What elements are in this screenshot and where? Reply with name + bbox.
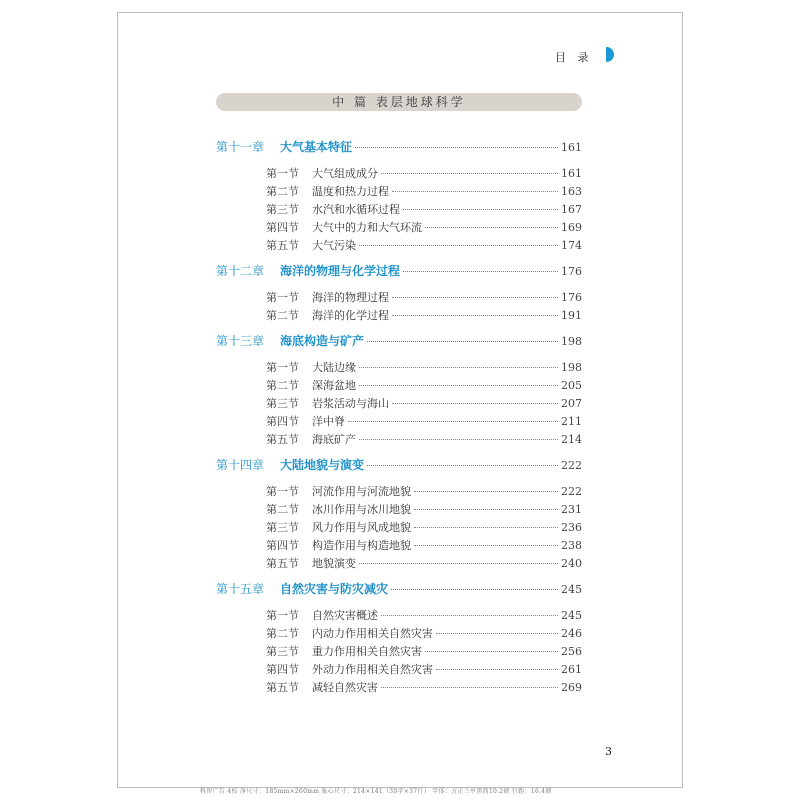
dot-leader [436, 669, 558, 670]
section-number: 第三节 [266, 521, 299, 534]
dot-leader [367, 341, 558, 342]
chapter-page: 245 [561, 583, 582, 596]
part-title-bar: 中 篇 表层地球科学 [216, 93, 582, 111]
dot-leader [425, 651, 558, 652]
section-entry[interactable] [216, 289, 582, 307]
section-page: 222 [561, 485, 582, 498]
print-footer-note: 科智广告 4校 净尺寸：185mm×260mm 版心尺寸：214×141（39字×37行） 字体：方正兰亭黑简10.2磅 行距：16.4磅 [200, 788, 552, 795]
section-number: 第三节 [266, 203, 299, 216]
section-title: 大陆边缘 [312, 361, 356, 374]
chapter-number: 第十四章 [216, 458, 265, 472]
dot-leader [403, 209, 558, 210]
section-title: 大气组成成分 [312, 167, 378, 180]
running-head: 目 录 [555, 51, 593, 64]
section-entry[interactable] [216, 413, 582, 431]
section-number: 第二节 [266, 627, 299, 640]
dot-leader [414, 527, 558, 528]
dot-leader [367, 465, 558, 466]
section-entry[interactable] [216, 555, 582, 573]
section-title: 洋中脊 [312, 415, 345, 428]
section-page: 198 [561, 361, 582, 374]
section-title: 河流作用与河流地貌 [312, 485, 411, 498]
section-title: 地貌演变 [312, 557, 356, 570]
section-number: 第二节 [266, 379, 299, 392]
section-page: 238 [561, 539, 582, 552]
section-page: 261 [561, 663, 582, 676]
section-page: 176 [561, 291, 582, 304]
section-page: 169 [561, 221, 582, 234]
section-entry[interactable] [216, 165, 582, 183]
chapter-entry[interactable] [216, 332, 582, 350]
chapter-title: 自然灾害与防灾减灾 [280, 582, 389, 596]
section-title: 水汽和水循环过程 [312, 203, 400, 216]
section-title: 重力作用相关自然灾害 [312, 645, 422, 658]
section-title: 海洋的化学过程 [312, 309, 389, 322]
dot-leader [414, 509, 558, 510]
section-page: 167 [561, 203, 582, 216]
dot-leader [436, 633, 558, 634]
section-number: 第五节 [266, 557, 299, 570]
section-number: 第五节 [266, 681, 299, 694]
dot-leader [392, 403, 558, 404]
chapter-entry[interactable] [216, 262, 582, 280]
section-title: 风力作用与风成地貌 [312, 521, 411, 534]
section-page: 245 [561, 609, 582, 622]
section-number: 第二节 [266, 185, 299, 198]
section-list [216, 483, 582, 573]
dot-leader [392, 297, 558, 298]
chapter-entry[interactable] [216, 580, 582, 598]
section-number: 第四节 [266, 221, 299, 234]
chapter-title: 海底构造与矿产 [280, 334, 365, 348]
section-number: 第二节 [266, 309, 299, 322]
page-number: 3 [605, 745, 612, 758]
section-page: 256 [561, 645, 582, 658]
section-page: 191 [561, 309, 582, 322]
section-entry[interactable] [216, 661, 582, 679]
chapter-number: 第十二章 [216, 264, 265, 278]
chapter-number: 第十五章 [216, 582, 265, 596]
dot-leader [381, 615, 558, 616]
dot-leader [348, 421, 558, 422]
section-page: 231 [561, 503, 582, 516]
dot-leader [359, 385, 558, 386]
dot-leader [403, 271, 558, 272]
section-number: 第四节 [266, 415, 299, 428]
dot-leader [392, 191, 558, 192]
section-page: 205 [561, 379, 582, 392]
chapter-page: 222 [561, 459, 582, 472]
dot-leader [359, 245, 558, 246]
section-title: 海底矿产 [312, 433, 356, 446]
section-entry[interactable] [216, 201, 582, 219]
section-page: 269 [561, 681, 582, 694]
chapter-entry[interactable] [216, 456, 582, 474]
section-number: 第一节 [266, 609, 299, 622]
section-list [216, 359, 582, 449]
section-entry[interactable] [216, 483, 582, 501]
section-entry[interactable] [216, 537, 582, 555]
section-page: 163 [561, 185, 582, 198]
section-number: 第五节 [266, 239, 299, 252]
section-entry[interactable] [216, 431, 582, 449]
chapter-page: 161 [561, 141, 582, 154]
section-page: 207 [561, 397, 582, 410]
section-number: 第三节 [266, 645, 299, 658]
dot-leader [392, 315, 558, 316]
table-of-contents [216, 138, 582, 703]
section-entry[interactable] [216, 183, 582, 201]
chapter-page: 176 [561, 265, 582, 278]
section-entry[interactable] [216, 679, 582, 697]
section-entry[interactable] [216, 219, 582, 237]
section-number: 第三节 [266, 397, 299, 410]
section-page: 236 [561, 521, 582, 534]
dot-leader [381, 687, 558, 688]
section-title: 海洋的物理过程 [312, 291, 389, 304]
section-page: 240 [561, 557, 582, 570]
section-page: 174 [561, 239, 582, 252]
section-title: 冰川作用与冰川地貌 [312, 503, 411, 516]
section-title: 深海盆地 [312, 379, 356, 392]
section-entry[interactable] [216, 307, 582, 325]
section-title: 温度和热力过程 [312, 185, 389, 198]
section-title: 自然灾害概述 [312, 609, 378, 622]
section-number: 第一节 [266, 361, 299, 374]
section-entry[interactable] [216, 625, 582, 643]
section-title: 外动力作用相关自然灾害 [312, 663, 433, 676]
section-number: 第二节 [266, 503, 299, 516]
dot-leader [359, 563, 558, 564]
section-title: 内动力作用相关自然灾害 [312, 627, 433, 640]
section-number: 第一节 [266, 485, 299, 498]
section-list [216, 289, 582, 325]
dot-leader [425, 227, 558, 228]
section-number: 第五节 [266, 433, 299, 446]
dot-leader [355, 147, 558, 148]
chapter-entry[interactable] [216, 138, 582, 156]
section-page: 211 [561, 415, 582, 428]
section-entry[interactable] [216, 643, 582, 661]
dot-leader [414, 545, 558, 546]
chapter-page: 198 [561, 335, 582, 348]
section-entry[interactable] [216, 237, 582, 255]
dot-leader [359, 367, 558, 368]
section-number: 第四节 [266, 663, 299, 676]
section-title: 大气污染 [312, 239, 356, 252]
chapter-number: 第十一章 [216, 140, 265, 154]
dot-leader [414, 491, 558, 492]
chapter-title: 大气基本特征 [280, 140, 353, 154]
dot-leader [359, 439, 558, 440]
section-page: 214 [561, 433, 582, 446]
section-entry[interactable] [216, 607, 582, 625]
section-entry[interactable] [216, 519, 582, 537]
section-entry[interactable] [216, 377, 582, 395]
section-number: 第一节 [266, 167, 299, 180]
section-entry[interactable] [216, 359, 582, 377]
chapter-title: 大陆地貌与演变 [280, 458, 365, 472]
dot-leader [381, 173, 558, 174]
section-list [216, 165, 582, 255]
section-title: 大气中的力和大气环流 [312, 221, 422, 234]
chapter-number: 第十三章 [216, 334, 265, 348]
section-list [216, 607, 582, 697]
section-entry[interactable] [216, 395, 582, 413]
section-title: 构造作用与构造地貌 [312, 539, 411, 552]
section-number: 第一节 [266, 291, 299, 304]
section-entry[interactable] [216, 501, 582, 519]
chapter-title: 海洋的物理与化学过程 [280, 264, 401, 278]
section-page: 161 [561, 167, 582, 180]
section-number: 第四节 [266, 539, 299, 552]
section-title: 减轻自然灾害 [312, 681, 378, 694]
section-title: 岩浆活动与海山 [312, 397, 389, 410]
dot-leader [391, 589, 558, 590]
section-page: 246 [561, 627, 582, 640]
